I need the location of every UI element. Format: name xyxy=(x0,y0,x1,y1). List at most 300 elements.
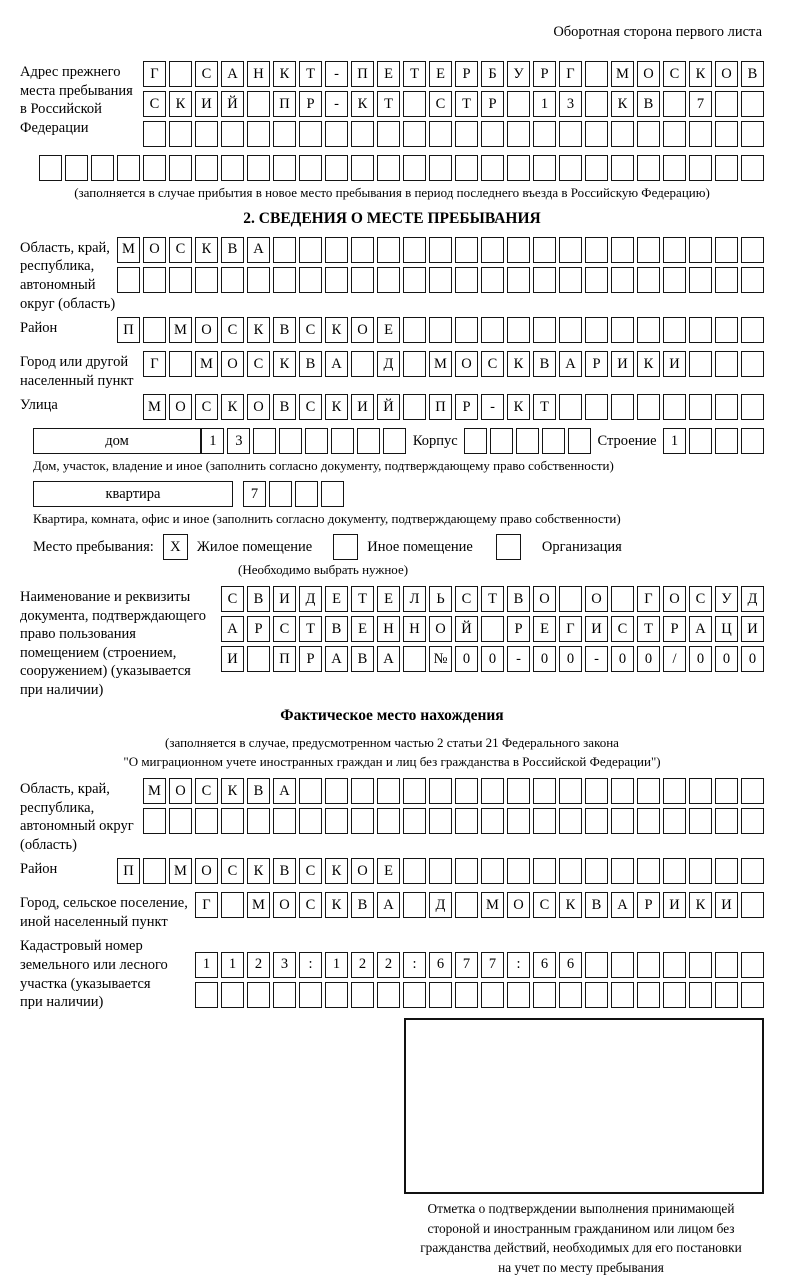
form-cell[interactable] xyxy=(351,808,374,834)
form-cell[interactable]: В xyxy=(273,858,296,884)
form-cell[interactable]: О xyxy=(273,892,296,918)
form-cell[interactable]: М xyxy=(195,351,218,377)
form-cell[interactable] xyxy=(689,237,712,263)
form-cell[interactable]: П xyxy=(273,91,296,117)
form-cell[interactable]: 3 xyxy=(227,428,250,454)
form-cell[interactable] xyxy=(611,808,634,834)
form-cell[interactable]: К xyxy=(325,858,348,884)
form-cell[interactable] xyxy=(663,858,686,884)
form-cell[interactable]: И xyxy=(351,394,374,420)
form-cell[interactable]: В xyxy=(533,351,556,377)
form-cell[interactable] xyxy=(247,267,270,293)
form-cell[interactable]: К xyxy=(273,351,296,377)
form-cell[interactable] xyxy=(611,982,634,1008)
form-cell[interactable]: Т xyxy=(481,586,504,612)
form-cell[interactable]: Т xyxy=(299,616,322,642)
form-cell[interactable]: С xyxy=(221,858,244,884)
form-cell[interactable] xyxy=(715,155,738,181)
form-cell[interactable] xyxy=(637,858,660,884)
form-cell[interactable] xyxy=(455,237,478,263)
form-cell[interactable] xyxy=(663,982,686,1008)
form-cell[interactable]: - xyxy=(325,91,348,117)
form-cell[interactable]: К xyxy=(325,317,348,343)
form-cell[interactable] xyxy=(273,121,296,147)
form-cell[interactable] xyxy=(585,982,608,1008)
form-cell[interactable] xyxy=(351,778,374,804)
form-cell[interactable] xyxy=(741,237,764,263)
form-cell[interactable]: В xyxy=(299,351,322,377)
form-cell[interactable]: В xyxy=(351,892,374,918)
form-cell[interactable] xyxy=(559,778,582,804)
form-cell[interactable]: Е xyxy=(377,858,400,884)
form-cell[interactable]: С xyxy=(273,616,296,642)
form-cell[interactable] xyxy=(455,982,478,1008)
form-cell[interactable]: У xyxy=(715,586,738,612)
form-cell[interactable]: М xyxy=(429,351,452,377)
form-cell[interactable] xyxy=(741,778,764,804)
form-cell[interactable] xyxy=(533,982,556,1008)
form-cell[interactable]: К xyxy=(247,317,270,343)
form-cell[interactable] xyxy=(221,267,244,293)
form-cell[interactable]: № xyxy=(429,646,452,672)
form-cell[interactable]: У xyxy=(507,61,530,87)
form-cell[interactable]: 7 xyxy=(689,91,712,117)
form-cell[interactable] xyxy=(195,121,218,147)
form-cell[interactable] xyxy=(357,428,380,454)
form-cell[interactable]: К xyxy=(637,351,660,377)
form-cell[interactable] xyxy=(247,808,270,834)
form-cell[interactable]: С xyxy=(195,394,218,420)
form-cell[interactable]: Д xyxy=(741,586,764,612)
form-cell[interactable] xyxy=(663,267,686,293)
checkbox-organizaciya[interactable] xyxy=(496,534,521,560)
form-cell[interactable] xyxy=(481,616,504,642)
form-cell[interactable] xyxy=(741,91,764,117)
form-cell[interactable] xyxy=(195,267,218,293)
form-cell[interactable] xyxy=(455,267,478,293)
form-cell[interactable]: Г xyxy=(637,586,660,612)
form-cell[interactable] xyxy=(559,394,582,420)
form-cell[interactable] xyxy=(221,892,244,918)
form-cell[interactable]: С xyxy=(195,778,218,804)
form-cell[interactable] xyxy=(689,351,712,377)
form-cell[interactable] xyxy=(663,394,686,420)
form-cell[interactable]: И xyxy=(611,351,634,377)
form-cell[interactable]: Н xyxy=(247,61,270,87)
form-cell[interactable] xyxy=(585,267,608,293)
form-cell[interactable]: В xyxy=(273,317,296,343)
form-cell[interactable]: Д xyxy=(299,586,322,612)
form-cell[interactable]: И xyxy=(221,646,244,672)
form-cell[interactable] xyxy=(221,121,244,147)
form-cell[interactable]: Е xyxy=(325,586,348,612)
form-cell[interactable]: С xyxy=(455,586,478,612)
form-cell[interactable]: К xyxy=(247,858,270,884)
form-cell[interactable]: М xyxy=(169,858,192,884)
form-cell[interactable]: О xyxy=(715,61,738,87)
form-cell[interactable] xyxy=(611,858,634,884)
form-cell[interactable] xyxy=(533,237,556,263)
form-cell[interactable]: С xyxy=(221,586,244,612)
form-cell[interactable] xyxy=(507,858,530,884)
form-cell[interactable]: О xyxy=(351,858,374,884)
form-cell[interactable]: Е xyxy=(377,61,400,87)
form-cell[interactable]: В xyxy=(247,778,270,804)
form-cell[interactable] xyxy=(689,982,712,1008)
form-cell[interactable]: Д xyxy=(429,892,452,918)
form-cell[interactable] xyxy=(663,778,686,804)
form-cell[interactable] xyxy=(117,155,140,181)
form-cell[interactable]: Р xyxy=(533,61,556,87)
form-cell[interactable]: : xyxy=(299,952,322,978)
form-cell[interactable]: 1 xyxy=(221,952,244,978)
form-cell[interactable]: 2 xyxy=(351,952,374,978)
form-cell[interactable]: 0 xyxy=(741,646,764,672)
form-cell[interactable] xyxy=(585,394,608,420)
form-cell[interactable] xyxy=(247,121,270,147)
form-cell[interactable]: Р xyxy=(247,616,270,642)
form-cell[interactable]: В xyxy=(507,586,530,612)
form-cell[interactable]: Д xyxy=(377,351,400,377)
form-cell[interactable]: И xyxy=(715,892,738,918)
form-cell[interactable] xyxy=(507,778,530,804)
form-cell[interactable] xyxy=(611,586,634,612)
form-cell[interactable] xyxy=(741,982,764,1008)
form-cell[interactable] xyxy=(689,778,712,804)
form-cell[interactable] xyxy=(507,121,530,147)
form-cell[interactable]: К xyxy=(195,237,218,263)
form-cell[interactable] xyxy=(169,351,192,377)
form-cell[interactable] xyxy=(273,808,296,834)
form-cell[interactable]: С xyxy=(169,237,192,263)
form-cell[interactable]: - xyxy=(325,61,348,87)
form-cell[interactable]: А xyxy=(221,61,244,87)
form-cell[interactable] xyxy=(689,394,712,420)
form-cell[interactable] xyxy=(429,982,452,1008)
form-cell[interactable] xyxy=(247,91,270,117)
form-cell[interactable]: А xyxy=(377,646,400,672)
form-cell[interactable] xyxy=(481,982,504,1008)
form-cell[interactable]: П xyxy=(429,394,452,420)
form-cell[interactable] xyxy=(351,155,374,181)
form-cell[interactable] xyxy=(221,155,244,181)
form-cell[interactable] xyxy=(741,351,764,377)
form-cell[interactable] xyxy=(585,952,608,978)
form-cell[interactable]: 3 xyxy=(559,91,582,117)
form-cell[interactable] xyxy=(143,808,166,834)
form-cell[interactable] xyxy=(533,121,556,147)
form-cell[interactable] xyxy=(455,892,478,918)
form-cell[interactable] xyxy=(299,237,322,263)
form-cell[interactable]: 0 xyxy=(481,646,504,672)
form-cell[interactable] xyxy=(559,317,582,343)
form-cell[interactable] xyxy=(325,808,348,834)
form-cell[interactable] xyxy=(169,808,192,834)
form-cell[interactable] xyxy=(299,121,322,147)
form-cell[interactable]: К xyxy=(559,892,582,918)
form-cell[interactable]: 1 xyxy=(533,91,556,117)
form-cell[interactable] xyxy=(455,317,478,343)
form-cell[interactable] xyxy=(464,428,487,454)
form-cell[interactable]: Й xyxy=(377,394,400,420)
form-cell[interactable] xyxy=(305,428,328,454)
form-cell[interactable] xyxy=(533,317,556,343)
form-cell[interactable] xyxy=(715,808,738,834)
form-cell[interactable]: О xyxy=(533,586,556,612)
form-cell[interactable] xyxy=(585,61,608,87)
form-cell[interactable]: Т xyxy=(533,394,556,420)
form-cell[interactable]: - xyxy=(507,646,530,672)
form-cell[interactable] xyxy=(507,155,530,181)
form-cell[interactable] xyxy=(542,428,565,454)
form-cell[interactable] xyxy=(455,155,478,181)
form-cell[interactable] xyxy=(299,267,322,293)
form-cell[interactable]: П xyxy=(273,646,296,672)
form-cell[interactable] xyxy=(663,121,686,147)
form-cell[interactable]: 0 xyxy=(611,646,634,672)
form-cell[interactable]: О xyxy=(221,351,244,377)
form-cell[interactable] xyxy=(689,155,712,181)
form-cell[interactable]: В xyxy=(585,892,608,918)
form-cell[interactable] xyxy=(533,858,556,884)
form-cell[interactable]: О xyxy=(247,394,270,420)
form-cell[interactable]: Е xyxy=(429,61,452,87)
form-cell[interactable] xyxy=(559,121,582,147)
form-cell[interactable] xyxy=(403,91,426,117)
form-cell[interactable]: П xyxy=(117,317,140,343)
form-cell[interactable] xyxy=(741,317,764,343)
form-cell[interactable] xyxy=(689,952,712,978)
form-cell[interactable]: Р xyxy=(637,892,660,918)
form-cell[interactable] xyxy=(611,237,634,263)
form-cell[interactable] xyxy=(403,351,426,377)
form-cell[interactable]: Г xyxy=(143,351,166,377)
form-cell[interactable]: О xyxy=(585,586,608,612)
form-cell[interactable] xyxy=(533,155,556,181)
form-cell[interactable] xyxy=(279,428,302,454)
form-cell[interactable] xyxy=(689,317,712,343)
form-cell[interactable] xyxy=(741,155,764,181)
form-cell[interactable] xyxy=(253,428,276,454)
form-cell[interactable] xyxy=(507,317,530,343)
form-cell[interactable]: Б xyxy=(481,61,504,87)
form-cell[interactable] xyxy=(689,858,712,884)
form-cell[interactable] xyxy=(455,121,478,147)
form-cell[interactable] xyxy=(637,317,660,343)
form-cell[interactable]: О xyxy=(663,586,686,612)
form-cell[interactable]: 0 xyxy=(533,646,556,672)
form-cell[interactable]: О xyxy=(455,351,478,377)
form-cell[interactable] xyxy=(741,808,764,834)
form-cell[interactable]: Г xyxy=(559,61,582,87)
form-cell[interactable]: И xyxy=(585,616,608,642)
form-cell[interactable]: 6 xyxy=(559,952,582,978)
form-cell[interactable]: Р xyxy=(299,91,322,117)
form-cell[interactable] xyxy=(481,778,504,804)
form-cell[interactable]: 0 xyxy=(715,646,738,672)
form-cell[interactable] xyxy=(429,237,452,263)
form-cell[interactable]: Ь xyxy=(429,586,452,612)
form-cell[interactable]: 2 xyxy=(247,952,270,978)
form-cell[interactable]: 1 xyxy=(195,952,218,978)
form-cell[interactable] xyxy=(663,237,686,263)
form-cell[interactable]: : xyxy=(507,952,530,978)
form-cell[interactable] xyxy=(325,121,348,147)
form-cell[interactable]: О xyxy=(195,317,218,343)
form-cell[interactable] xyxy=(377,982,400,1008)
form-cell[interactable] xyxy=(481,858,504,884)
form-cell[interactable]: С xyxy=(533,892,556,918)
form-cell[interactable] xyxy=(429,317,452,343)
form-cell[interactable]: О xyxy=(143,237,166,263)
form-cell[interactable] xyxy=(429,808,452,834)
form-cell[interactable] xyxy=(377,155,400,181)
form-cell[interactable] xyxy=(403,394,426,420)
form-cell[interactable]: Т xyxy=(299,61,322,87)
checkbox-inoe[interactable] xyxy=(333,534,358,560)
form-cell[interactable]: М xyxy=(143,394,166,420)
form-cell[interactable]: Н xyxy=(377,616,400,642)
form-cell[interactable] xyxy=(429,121,452,147)
form-cell[interactable] xyxy=(481,317,504,343)
form-cell[interactable] xyxy=(585,778,608,804)
form-cell[interactable]: В xyxy=(325,616,348,642)
form-cell[interactable] xyxy=(715,982,738,1008)
house-box[interactable]: дом xyxy=(33,428,201,454)
form-cell[interactable] xyxy=(568,428,591,454)
form-cell[interactable]: Е xyxy=(351,616,374,642)
form-cell[interactable] xyxy=(715,317,738,343)
form-cell[interactable]: И xyxy=(663,892,686,918)
form-cell[interactable] xyxy=(221,982,244,1008)
form-cell[interactable] xyxy=(516,428,539,454)
form-cell[interactable] xyxy=(377,808,400,834)
form-cell[interactable]: С xyxy=(481,351,504,377)
form-cell[interactable] xyxy=(481,267,504,293)
form-cell[interactable] xyxy=(663,317,686,343)
form-cell[interactable]: 1 xyxy=(201,428,224,454)
form-cell[interactable] xyxy=(715,121,738,147)
form-cell[interactable]: С xyxy=(143,91,166,117)
form-cell[interactable] xyxy=(403,646,426,672)
form-cell[interactable]: О xyxy=(169,778,192,804)
form-cell[interactable] xyxy=(637,155,660,181)
form-cell[interactable]: И xyxy=(273,586,296,612)
form-cell[interactable] xyxy=(247,155,270,181)
form-cell[interactable]: Т xyxy=(351,586,374,612)
form-cell[interactable] xyxy=(429,778,452,804)
form-cell[interactable] xyxy=(403,155,426,181)
form-cell[interactable] xyxy=(455,808,478,834)
form-cell[interactable] xyxy=(637,121,660,147)
form-cell[interactable]: А xyxy=(611,892,634,918)
form-cell[interactable] xyxy=(715,351,738,377)
form-cell[interactable] xyxy=(383,428,406,454)
form-cell[interactable]: С xyxy=(299,317,322,343)
form-cell[interactable]: 6 xyxy=(533,952,556,978)
form-cell[interactable]: Й xyxy=(455,616,478,642)
form-cell[interactable]: О xyxy=(195,858,218,884)
form-cell[interactable] xyxy=(377,237,400,263)
form-cell[interactable]: В xyxy=(221,237,244,263)
form-cell[interactable] xyxy=(403,982,426,1008)
form-cell[interactable] xyxy=(39,155,62,181)
form-cell[interactable] xyxy=(377,267,400,293)
form-cell[interactable] xyxy=(559,858,582,884)
form-cell[interactable]: Р xyxy=(507,616,530,642)
form-cell[interactable] xyxy=(507,267,530,293)
form-cell[interactable]: К xyxy=(325,892,348,918)
form-cell[interactable]: П xyxy=(351,61,374,87)
form-cell[interactable] xyxy=(585,858,608,884)
form-cell[interactable] xyxy=(559,267,582,293)
form-cell[interactable] xyxy=(715,267,738,293)
form-cell[interactable] xyxy=(403,267,426,293)
form-cell[interactable]: А xyxy=(325,351,348,377)
form-cell[interactable] xyxy=(143,267,166,293)
form-cell[interactable] xyxy=(295,481,318,507)
form-cell[interactable]: М xyxy=(117,237,140,263)
form-cell[interactable]: О xyxy=(507,892,530,918)
form-cell[interactable]: И xyxy=(663,351,686,377)
form-cell[interactable] xyxy=(585,808,608,834)
form-cell[interactable] xyxy=(455,858,478,884)
form-cell[interactable]: 1 xyxy=(325,952,348,978)
form-cell[interactable] xyxy=(689,428,712,454)
form-cell[interactable] xyxy=(91,155,114,181)
form-cell[interactable]: Т xyxy=(377,91,400,117)
form-cell[interactable]: Т xyxy=(637,616,660,642)
form-cell[interactable] xyxy=(169,267,192,293)
form-cell[interactable] xyxy=(637,394,660,420)
form-cell[interactable] xyxy=(351,267,374,293)
form-cell[interactable] xyxy=(403,121,426,147)
form-cell[interactable] xyxy=(299,778,322,804)
form-cell[interactable]: С xyxy=(299,394,322,420)
form-cell[interactable]: К xyxy=(611,91,634,117)
form-cell[interactable] xyxy=(247,982,270,1008)
form-cell[interactable] xyxy=(507,808,530,834)
form-cell[interactable] xyxy=(429,267,452,293)
form-cell[interactable] xyxy=(143,121,166,147)
form-cell[interactable] xyxy=(559,808,582,834)
form-cell[interactable] xyxy=(663,91,686,117)
form-cell[interactable]: К xyxy=(351,91,374,117)
form-cell[interactable] xyxy=(559,155,582,181)
form-cell[interactable]: П xyxy=(117,858,140,884)
form-cell[interactable] xyxy=(585,317,608,343)
form-cell[interactable] xyxy=(325,778,348,804)
form-cell[interactable] xyxy=(689,267,712,293)
form-cell[interactable]: А xyxy=(273,778,296,804)
form-cell[interactable]: А xyxy=(221,616,244,642)
form-cell[interactable]: 0 xyxy=(637,646,660,672)
form-cell[interactable]: / xyxy=(663,646,686,672)
form-cell[interactable]: 0 xyxy=(455,646,478,672)
form-cell[interactable] xyxy=(273,237,296,263)
form-cell[interactable]: К xyxy=(273,61,296,87)
form-cell[interactable]: К xyxy=(689,892,712,918)
form-cell[interactable] xyxy=(403,892,426,918)
form-cell[interactable] xyxy=(663,952,686,978)
form-cell[interactable]: С xyxy=(221,317,244,343)
form-cell[interactable] xyxy=(715,952,738,978)
form-cell[interactable] xyxy=(490,428,513,454)
form-cell[interactable]: О xyxy=(169,394,192,420)
form-cell[interactable] xyxy=(429,858,452,884)
form-cell[interactable] xyxy=(143,317,166,343)
form-cell[interactable]: А xyxy=(247,237,270,263)
